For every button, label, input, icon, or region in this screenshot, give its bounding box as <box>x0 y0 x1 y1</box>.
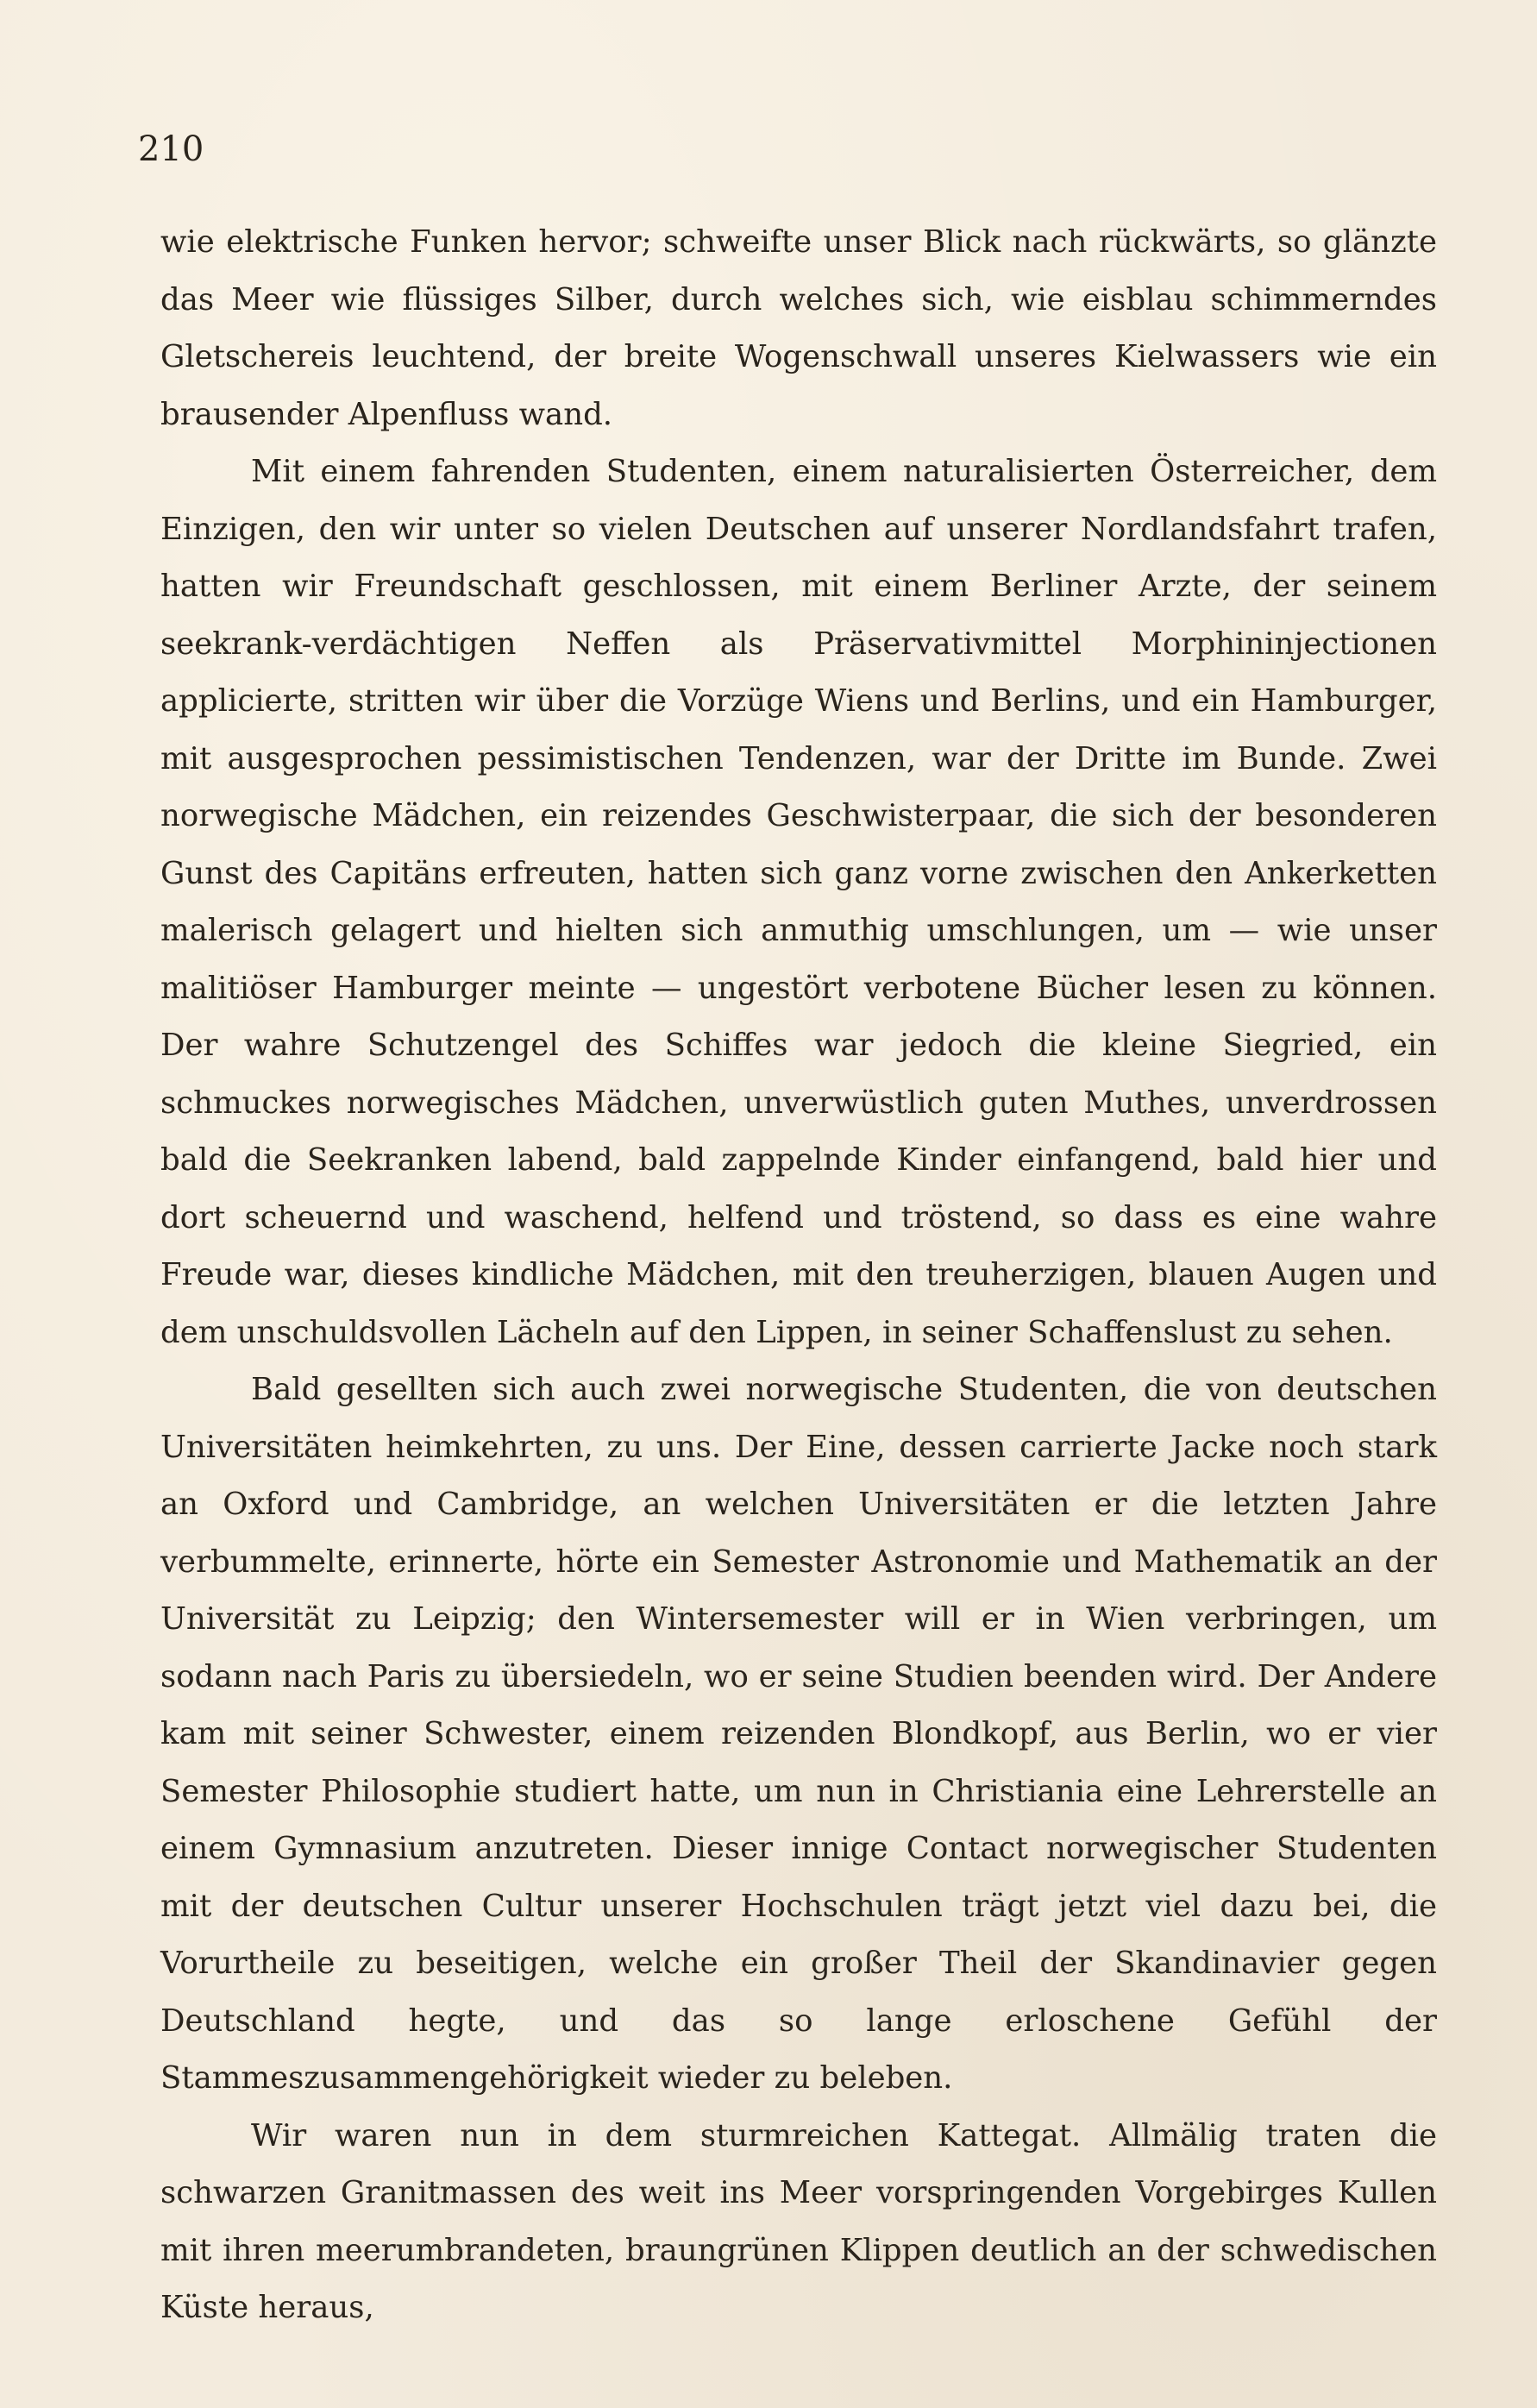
page-body <box>160 214 1437 2337</box>
paragraph: Wir waren nun in dem sturmreichen Kattegat. Allmälig traten die schwarzen Granitmassen des weit ins Meer vorspringenden Vorgebirges Kullen mit ihren meerumbrandeten, braungrünen Klippen deutlich an der schwedischen Küste heraus, <box>160 2117 1437 2325</box>
page-number: 210 <box>138 129 204 169</box>
paragraph: wie elektrische Funken hervor; schweifte unser Blick nach rückwärts, so glänzte das Meer wie flüssiges Silber, durch welches sich, wie eisblau schimmerndes Gletschereis leuchtend, der breite Wogenschwall unseres Kielwassers wie ein brausender Alpenfluss wand. <box>160 224 1437 432</box>
paragraph: Mit einem fahrenden Studenten, einem naturalisierten Österreicher, dem Einzigen, den wir unter so vielen Deutschen auf unserer Nordlandsfahrt trafen, hatten wir Freundschaft geschlossen, mit einem Berliner Arzte, der seinem seekrank-verdächtigen Neffen als Präservativmittel Morphininjectionen applicierte, stritten wir über die Vorzüge Wiens und Berlins, und ein Hamburger, mit ausgesprochen pessimistischen Tendenzen, war der Dritte im Bunde. Zwei norwegische Mädchen, ein reizendes Geschwisterpaar, die sich der besonderen Gunst des Capitäns erfreuten, hatten sich ganz vorne zwischen den Ankerketten malerisch gelagert und hielten sich anmuthig umschlungen, um — wie unser malitiöser Hamburger meinte — ungestört verbotene Bücher lesen zu können. Der wahre Schutzengel des Schiffes war jedoch die kleine Siegried, ein schmuckes norwegisches Mädchen, unverwüstlich guten Muthes, unverdrossen bald die Seekranken labend, bald zappelnde Kinder einfangend, bald hier und dort scheuernd und waschend, helfend und tröstend, so dass es eine wahre Freude war, dieses kindliche Mädchen, mit den treuherzigen, blauen Augen und dem unschuldsvollen Lächeln auf den Lippen, in seiner Schaffenslust zu sehen. <box>160 454 1437 1350</box>
paragraph: Bald gesellten sich auch zwei norwegische Studenten, die von deutschen Universitäten heimkehrten, zu uns. Der Eine, dessen carrierte Jacke noch stark an Oxford und Cambridge, an welchen Universitäten er die letzten Jahre verbummelte, erinnerte, hörte ein Semester Astronomie und Mathematik an der Universität zu Leipzig; den Wintersemester will er in Wien verbringen, um sodann nach Paris zu übersiedeln, wo er seine Studien beenden wird. Der Andere kam mit seiner Schwester, einem reizenden Blondkopf, aus Berlin, wo er vier Semester Philosophie studiert hatte, um nun in Christiania eine Lehrerstelle an einem Gymnasium anzutreten. Dieser innige Contact norwegischer Studenten mit der deutschen Cultur unserer Hochschulen trägt jetzt viel dazu bei, die Vorurtheile zu beseitigen, welche ein großer Theil der Skandinavier gegen Deutschland hegte, und das so lange erloschene Gefühl der Stammeszusammengehörigkeit wieder zu beleben. <box>160 1372 1437 2096</box>
